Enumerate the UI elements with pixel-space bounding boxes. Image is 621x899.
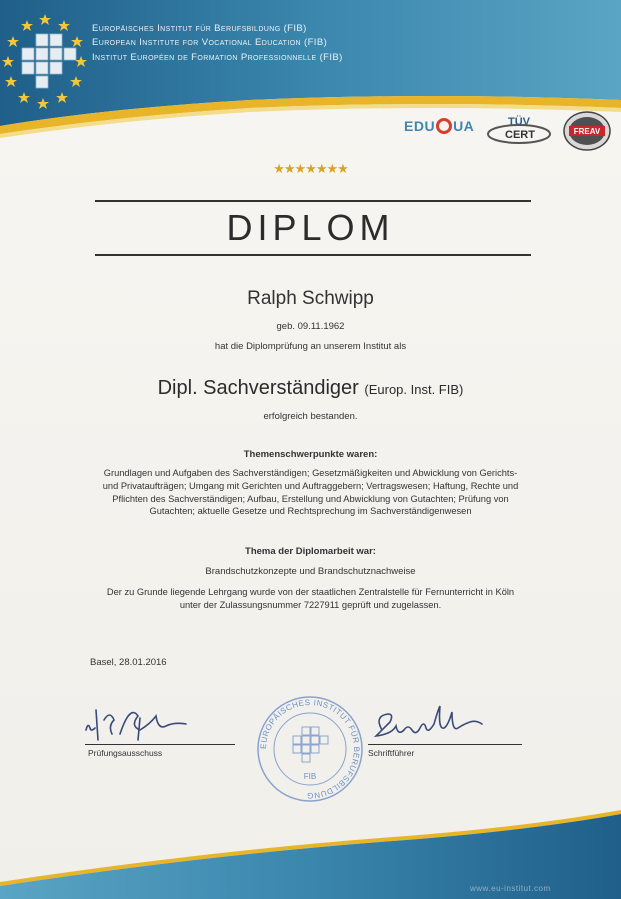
- topics-line: Pflichten des Sachverständigen; Aufbau, Erstellung und Abwicklung von Gutachten; Prüfung von: [112, 493, 509, 504]
- place-date: Basel, 28.01.2016: [90, 657, 167, 668]
- degree-title: [0, 377, 621, 400]
- topics-line: und Privataufträgen; Umgang mit Gerichten und Auftraggebern; Vertragswesen; Haftung, Rechte und: [102, 480, 519, 491]
- topics-heading: Themenschwerpunkte waren:: [243, 449, 378, 460]
- star-icon: ★: [326, 161, 338, 176]
- approval-line: Der zu Grunde liegende Lehrgang wurde von der staatlichen Zentralstelle für Fernunterricht in Köln: [106, 587, 515, 597]
- degree-main: Dipl. Sachverständiger: [157, 377, 359, 399]
- approval-paragraph: [90, 586, 531, 612]
- svg-text:FIB: FIB: [303, 772, 317, 781]
- star-icon: ★: [283, 161, 295, 176]
- star-icon: ★: [305, 161, 316, 176]
- approval-line: unter der Zulassungsnummer 7227911 geprüft und zugelassen.: [179, 599, 442, 610]
- svg-text:CERT: CERT: [505, 129, 535, 141]
- left-signature: [80, 700, 220, 750]
- topics-line: Grundlagen und Aufgaben des Sachverständigen; Gesetzmäßigkeiten und Abwicklung von Gerichts-: [103, 468, 518, 478]
- svg-text:FREAV: FREAV: [573, 127, 601, 136]
- star-icon: ★: [294, 161, 306, 176]
- topics-paragraph: [90, 467, 531, 518]
- topics-line: Gutachten; aktuelle Gesetze und Rechtsprechung im Sachverständigenwesen: [149, 506, 472, 517]
- footer-url: www.eu-institut.com: [470, 884, 551, 893]
- svg-text:EUROPÄISCHES INSTITUT FÜR BERU: EUROPÄISCHES INSTITUT FÜR BERUFSBILDUNG: [258, 697, 362, 801]
- institute-seal: [250, 693, 370, 805]
- birth-date: geb. 09.11.1962: [276, 321, 345, 332]
- institute-name-block: [92, 22, 343, 65]
- rating-stars: [0, 161, 621, 177]
- title-rule-bottom: [95, 254, 531, 256]
- eduqua-q-icon: [436, 118, 452, 134]
- title-rule-top: [95, 200, 531, 202]
- star-icon: ★: [337, 161, 348, 176]
- thesis-heading: Thema der Diplomarbeit war:: [245, 546, 376, 557]
- exam-line: hat die Diplomprüfung an unserem Institut als: [214, 341, 407, 352]
- institute-logo: [0, 8, 92, 112]
- right-signature-line: [368, 744, 522, 745]
- eduqua-logo: EDU UA: [404, 118, 475, 134]
- freav-logo: [562, 110, 612, 152]
- passed-line: erfolgreich bestanden.: [263, 411, 358, 422]
- page-title: DIPLOM: [226, 207, 395, 248]
- degree-suffix: (Europ. Inst. FIB): [364, 382, 464, 397]
- right-signature: [370, 700, 510, 745]
- thesis-topic: Brandschutzkonzepte und Brandschutznachweise: [205, 566, 416, 577]
- institute-name-en: European Institute for Vocational Education (FIB): [92, 37, 328, 49]
- right-signature-label: Schriftführer: [368, 748, 415, 758]
- footer-band: [0, 790, 621, 899]
- left-signature-line: [85, 744, 235, 745]
- left-signature-label: Prüfungsausschuss: [88, 748, 163, 758]
- institute-name-fr: Institut Européen de Formation Professionnelle (FIB): [92, 51, 343, 63]
- svg-text:TÜV: TÜV: [508, 116, 530, 128]
- star-icon: ★: [315, 161, 327, 176]
- institute-name-de: Europäisches Institut für Berufsbildung (FIB): [92, 23, 307, 34]
- star-icon: ★: [273, 161, 284, 176]
- tuev-cert-logo: [486, 112, 552, 146]
- recipient-name: Ralph Schwipp: [247, 288, 374, 309]
